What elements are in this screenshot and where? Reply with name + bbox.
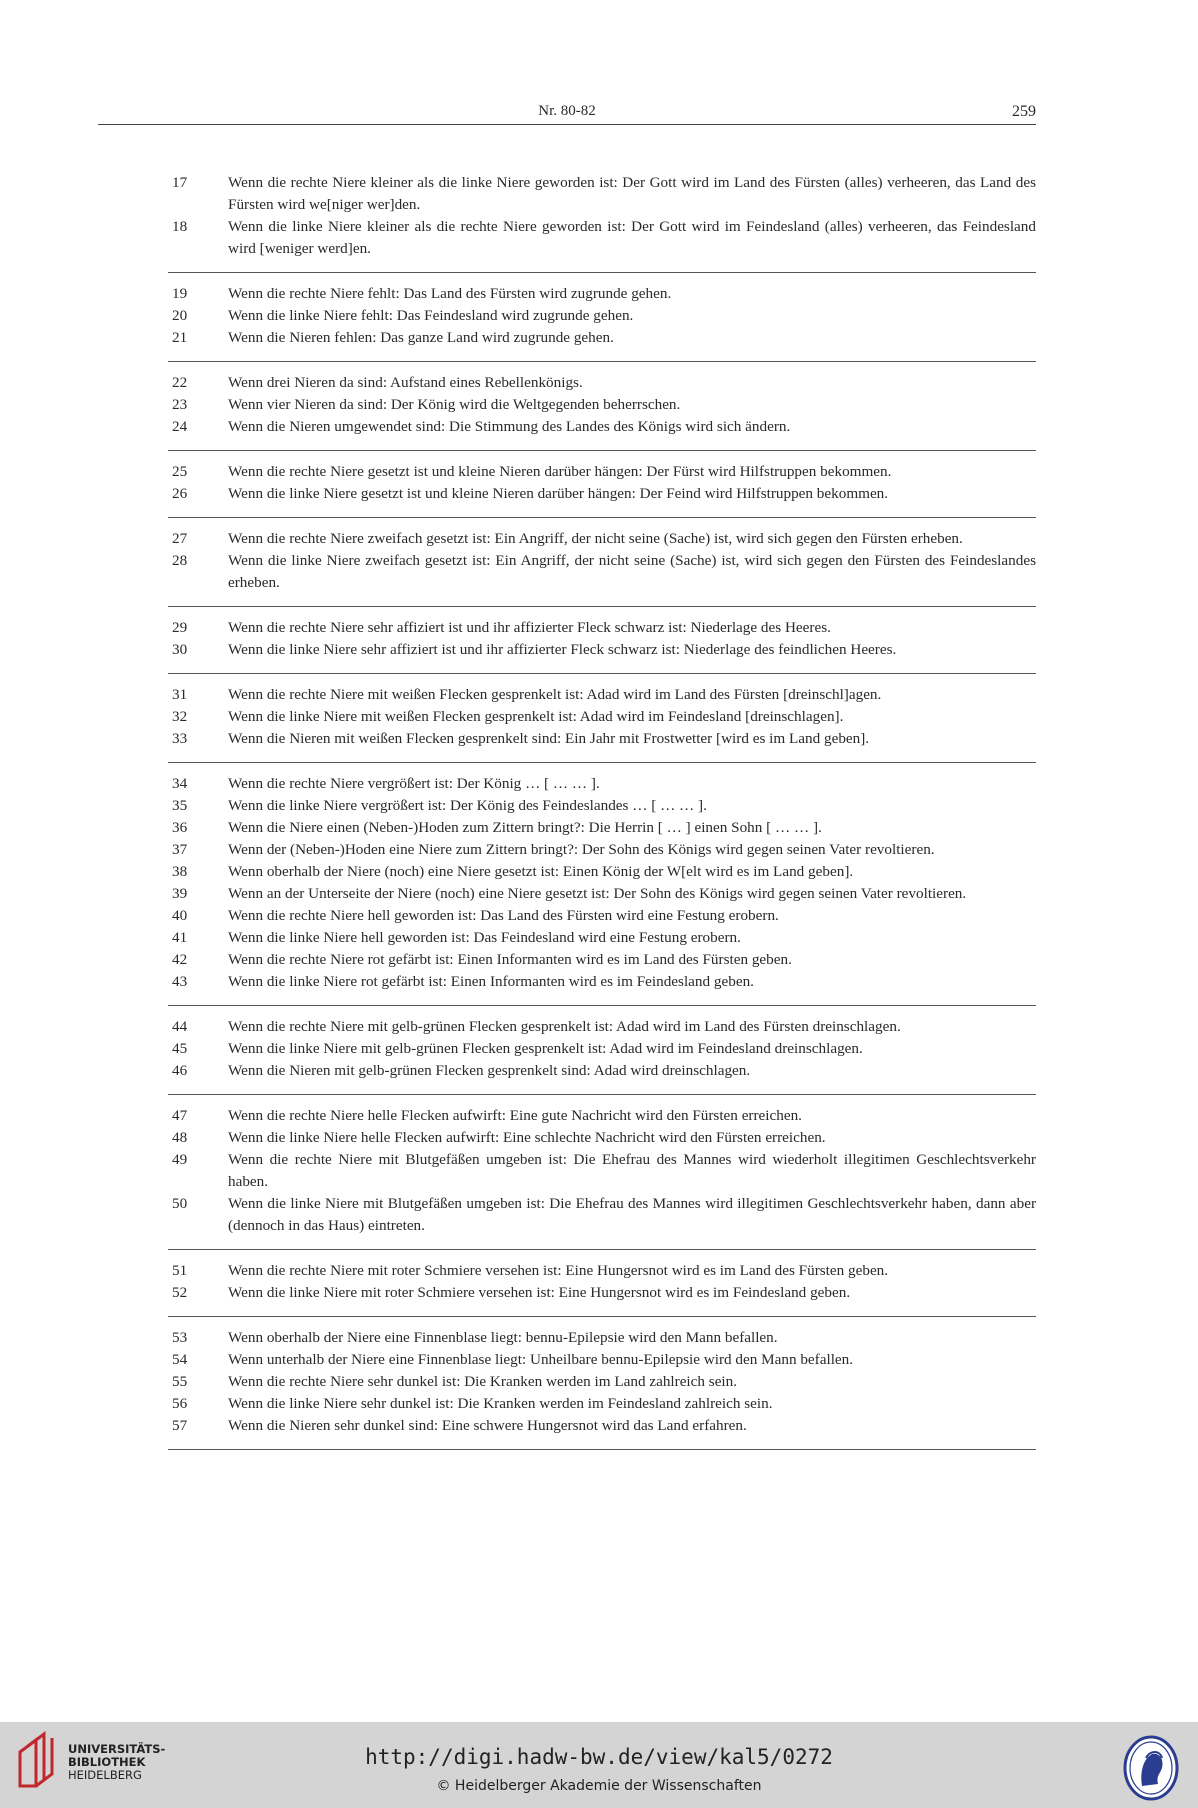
line-number: 50	[172, 1195, 188, 1212]
omen-line	[168, 773, 1036, 795]
line-text: Wenn unterhalb der Niere eine Finnenblase liegt: Unheilbare bennu-Epilepsie wird den Mann befallen.	[228, 1351, 854, 1368]
omen-line	[168, 1149, 1036, 1193]
line-number: 52	[172, 1284, 188, 1301]
line-number: 33	[172, 730, 188, 747]
omen-group	[168, 528, 1036, 607]
line-number: 27	[172, 530, 188, 547]
omen-line	[168, 172, 1036, 216]
line-text: Wenn die rechte Niere gesetzt ist und kleine Nieren darüber hängen: Der Fürst wird Hilfstruppen bekommen.	[228, 463, 892, 480]
line-number: 21	[172, 329, 188, 346]
line-text: Wenn die linke Niere hell geworden ist: Das Feindesland wird eine Festung erobern.	[228, 929, 741, 946]
line-number: 56	[172, 1395, 188, 1412]
academy-seal-icon	[1122, 1734, 1180, 1802]
omen-line	[168, 949, 1036, 971]
line-number: 37	[172, 841, 188, 858]
omen-group	[168, 1105, 1036, 1250]
line-number: 46	[172, 1062, 188, 1079]
line-text: Wenn die Nieren umgewendet sind: Die Stimmung des Landes des Königs wird sich ändern.	[228, 418, 791, 435]
line-text: Wenn die rechte Niere hell geworden ist: Das Land des Fürsten wird eine Festung erobern.	[228, 907, 779, 924]
omen-line	[168, 394, 1036, 416]
line-text: Wenn die rechte Niere vergrößert ist: Der König … [ … … ].	[228, 775, 600, 792]
line-text: Wenn die linke Niere sehr dunkel ist: Die Kranken werden im Feindesland zahlreich sein.	[228, 1395, 773, 1412]
omen-line	[168, 1415, 1036, 1437]
line-number: 51	[172, 1262, 188, 1279]
omen-line	[168, 1260, 1036, 1282]
page-header	[98, 100, 1036, 125]
omen-line	[168, 1282, 1036, 1304]
line-number: 34	[172, 775, 188, 792]
omen-line	[168, 416, 1036, 438]
omen-line	[168, 283, 1036, 305]
line-number: 41	[172, 929, 188, 946]
omen-line	[168, 327, 1036, 349]
line-text: Wenn drei Nieren da sind: Aufstand eines Rebellenkönigs.	[228, 374, 583, 391]
omen-group	[168, 1016, 1036, 1095]
running-title: Nr. 80-82	[538, 103, 596, 119]
omen-line	[168, 1193, 1036, 1237]
omen-line	[168, 617, 1036, 639]
omen-line	[168, 728, 1036, 750]
line-number: 54	[172, 1351, 188, 1368]
omen-group	[168, 684, 1036, 763]
line-number: 40	[172, 907, 188, 924]
line-text: Wenn die linke Niere kleiner als die rechte Niere geworden ist: Der Gott wird im Feindesland (alles) verheeren, das Feindesland wird [weniger werd]en.	[228, 218, 1036, 257]
omen-line	[168, 971, 1036, 993]
omen-line	[168, 216, 1036, 260]
line-text: Wenn die linke Niere mit roter Schmiere versehen ist: Eine Hungersnot wird es im Feindesland geben.	[228, 1284, 851, 1301]
line-text: Wenn die Nieren mit gelb-grünen Flecken gesprenkelt sind: Adad wird dreinschlagen.	[228, 1062, 751, 1079]
line-text: Wenn die linke Niere vergrößert ist: Der König des Feindeslandes … [ … … ].	[228, 797, 707, 814]
omen-line	[168, 639, 1036, 661]
omen-line	[168, 528, 1036, 550]
line-number: 57	[172, 1417, 188, 1434]
line-text: Wenn die rechte Niere rot gefärbt ist: Einen Informanten wird es im Land des Fürsten geben.	[228, 951, 792, 968]
footer-bar	[0, 1722, 1198, 1808]
line-number: 44	[172, 1018, 188, 1035]
line-number: 49	[172, 1151, 188, 1168]
line-number: 32	[172, 708, 188, 725]
line-number: 17	[172, 174, 188, 191]
omen-line	[168, 706, 1036, 728]
line-number: 47	[172, 1107, 188, 1124]
line-text: Wenn der (Neben-)Hoden eine Niere zum Zittern bringt?: Der Sohn des Königs wird gegen seinen Vater revoltieren.	[228, 841, 935, 858]
omen-line	[168, 461, 1036, 483]
line-number: 24	[172, 418, 188, 435]
line-text: Wenn vier Nieren da sind: Der König wird die Weltgegenden beherrschen.	[228, 396, 681, 413]
line-text: Wenn die rechte Niere sehr dunkel ist: Die Kranken werden im Land zahlreich sein.	[228, 1373, 738, 1390]
omen-line	[168, 1327, 1036, 1349]
line-text: Wenn die rechte Niere zweifach gesetzt ist: Ein Angriff, der nicht seine (Sache) ist, wird sich gegen den Fürsten erheben.	[228, 530, 963, 547]
omen-line	[168, 795, 1036, 817]
omen-group	[168, 372, 1036, 451]
omen-line	[168, 1060, 1036, 1082]
line-text: Wenn die Nieren mit weißen Flecken gesprenkelt sind: Ein Jahr mit Frostwetter [wird es im Land geben].	[228, 730, 870, 747]
line-text: Wenn die rechte Niere kleiner als die linke Niere geworden ist: Der Gott wird im Land des Fürsten (alles) verheeren, das Land des Fürsten wird we[niger wer]den.	[228, 174, 1036, 213]
omen-line	[168, 883, 1036, 905]
omen-line	[168, 1105, 1036, 1127]
line-number: 23	[172, 396, 188, 413]
omen-line	[168, 905, 1036, 927]
line-number: 30	[172, 641, 188, 658]
omen-line	[168, 550, 1036, 594]
line-text: Wenn an der Unterseite der Niere (noch) eine Niere gesetzt ist: Der Sohn des Königs wird gegen seinen Vater revoltieren.	[228, 885, 967, 902]
omen-line	[168, 483, 1036, 505]
omen-group	[168, 1260, 1036, 1317]
line-number: 45	[172, 1040, 188, 1057]
line-text: Wenn die rechte Niere helle Flecken aufwirft: Eine gute Nachricht wird den Fürsten erreichen.	[228, 1107, 802, 1124]
line-number: 43	[172, 973, 188, 990]
line-text: Wenn die linke Niere mit weißen Flecken gesprenkelt ist: Adad wird im Feindesland [dreinschlagen].	[228, 708, 844, 725]
line-number: 53	[172, 1329, 188, 1346]
library-name: UNIVERSITÄTS- BIBLIOTHEK HEIDELBERG	[68, 1742, 166, 1782]
omen-group	[168, 461, 1036, 518]
line-number: 55	[172, 1373, 188, 1390]
omen-group	[168, 172, 1036, 273]
omen-line	[168, 305, 1036, 327]
source-url-link[interactable]: http://digi.hadw-bw.de/view/kal5/0272	[365, 1745, 833, 1769]
line-number: 19	[172, 285, 188, 302]
line-text: Wenn die linke Niere gesetzt ist und kleine Nieren darüber hängen: Der Feind wird Hilfstruppen bekommen.	[228, 485, 889, 502]
omen-line	[168, 1349, 1036, 1371]
line-text: Wenn die rechte Niere mit gelb-grünen Flecken gesprenkelt ist: Adad wird im Land des Fürsten dreinschlagen.	[228, 1018, 901, 1035]
omen-list	[168, 172, 1036, 1460]
line-text: Wenn die Nieren sehr dunkel sind: Eine schwere Hungersnot wird das Land erfahren.	[228, 1417, 747, 1434]
line-text: Wenn die linke Niere mit Blutgefäßen umgeben ist: Die Ehefrau des Mannes wird illegitimen Geschlechtsverkehr haben, dann aber (dennoch in das Haus) eintreten.	[228, 1195, 1036, 1234]
omen-group	[168, 1327, 1036, 1450]
line-text: Wenn die rechte Niere mit Blutgefäßen umgeben ist: Die Ehefrau des Mannes wird wiederholt illegitimen Geschlechtsverkehr haben.	[228, 1151, 1036, 1190]
line-text: Wenn oberhalb der Niere eine Finnenblase liegt: bennu-Epilepsie wird den Mann befallen.	[228, 1329, 778, 1346]
line-number: 25	[172, 463, 188, 480]
omen-line	[168, 372, 1036, 394]
line-number: 22	[172, 374, 188, 391]
line-text: Wenn oberhalb der Niere (noch) eine Niere gesetzt ist: Einen König der W[elt wird es im Land geben].	[228, 863, 854, 880]
line-text: Wenn die linke Niere helle Flecken aufwirft: Eine schlechte Nachricht wird den Fürsten erreichen.	[228, 1129, 826, 1146]
page-number: 259	[1012, 103, 1036, 120]
line-number: 29	[172, 619, 188, 636]
omen-line	[168, 1393, 1036, 1415]
line-number: 18	[172, 218, 188, 235]
line-text: Wenn die rechte Niere fehlt: Das Land des Fürsten wird zugrunde gehen.	[228, 285, 672, 302]
line-number: 20	[172, 307, 188, 324]
line-text: Wenn die Niere einen (Neben-)Hoden zum Zittern bringt?: Die Herrin [ … ] einen Sohn [ … … ].	[228, 819, 822, 836]
omen-line	[168, 1127, 1036, 1149]
omen-group	[168, 773, 1036, 1006]
line-text: Wenn die rechte Niere mit roter Schmiere versehen ist: Eine Hungersnot wird es im Land des Fürsten geben.	[228, 1262, 889, 1279]
line-number: 36	[172, 819, 188, 836]
line-text: Wenn die linke Niere rot gefärbt ist: Einen Informanten wird es im Feindesland geben.	[228, 973, 754, 990]
line-number: 42	[172, 951, 188, 968]
omen-line	[168, 684, 1036, 706]
copyright-notice: © Heidelberger Akademie der Wissenschaften	[436, 1778, 762, 1794]
line-text: Wenn die linke Niere zweifach gesetzt ist: Ein Angriff, der nicht seine (Sache) ist, wird sich gegen den Fürsten des Feindeslandes erheben.	[228, 552, 1036, 591]
line-text: Wenn die Nieren fehlen: Das ganze Land wird zugrunde gehen.	[228, 329, 614, 346]
omen-line	[168, 1038, 1036, 1060]
line-number: 35	[172, 797, 188, 814]
omen-line	[168, 1371, 1036, 1393]
line-number: 38	[172, 863, 188, 880]
line-number: 26	[172, 485, 188, 502]
line-number: 28	[172, 552, 188, 569]
line-number: 31	[172, 686, 188, 703]
line-text: Wenn die rechte Niere mit weißen Flecken gesprenkelt ist: Adad wird im Land des Fürsten [dreinschl]agen.	[228, 686, 882, 703]
omen-line	[168, 817, 1036, 839]
omen-line	[168, 1016, 1036, 1038]
line-text: Wenn die linke Niere fehlt: Das Feindesland wird zugrunde gehen.	[228, 307, 634, 324]
omen-line	[168, 927, 1036, 949]
line-number: 48	[172, 1129, 188, 1146]
line-text: Wenn die linke Niere sehr affiziert ist und ihr affizierter Fleck schwarz ist: Niederlage des feindlichen Heeres.	[228, 641, 897, 658]
line-text: Wenn die linke Niere mit gelb-grünen Flecken gesprenkelt ist: Adad wird im Feindesland dreinschlagen.	[228, 1040, 863, 1057]
line-text: Wenn die rechte Niere sehr affiziert ist und ihr affizierter Fleck schwarz ist: Niederlage des Heeres.	[228, 619, 831, 636]
omen-line	[168, 861, 1036, 883]
line-number: 39	[172, 885, 188, 902]
omen-group	[168, 617, 1036, 674]
omen-line	[168, 839, 1036, 861]
omen-group	[168, 283, 1036, 362]
